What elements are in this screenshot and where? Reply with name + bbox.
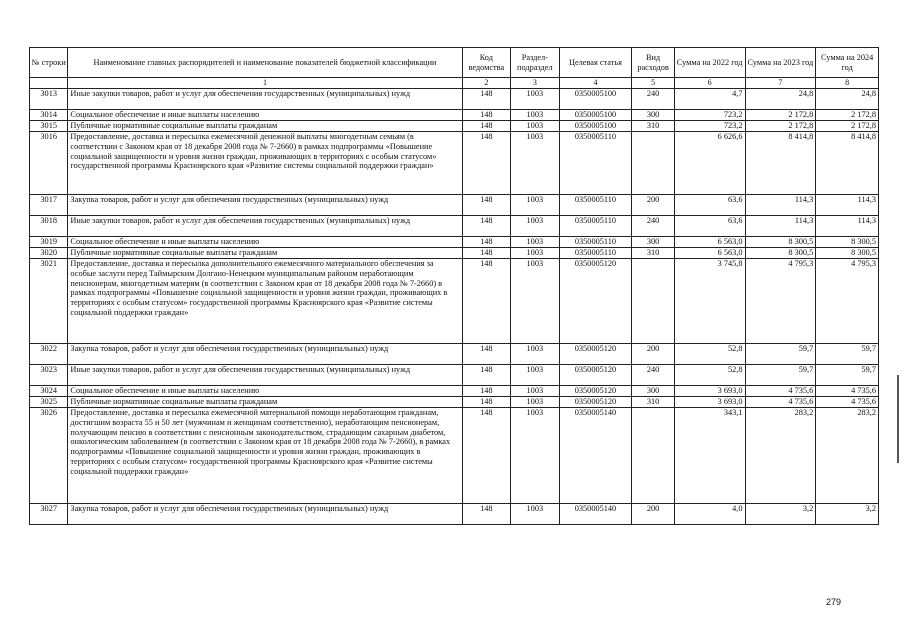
row-name: Предоставление, доставка и пересылка ежемесячной денежной выплаты многодетным семьям (в соответствии с Законом края от 18 декабря 2008 года № 7-2660) в рамках подпрограммы «Повышение социальной защищенности и уровня жизни граждан, проживающих в территориях с особым статусом» государственной программы Красноярского края «Развитие системы социальной поддержки граждан» [68, 131, 462, 194]
row-sum-2024: 59,7 [816, 343, 879, 364]
row-target: 0350005110 [559, 131, 632, 194]
row-sum-2023: 114,3 [745, 194, 816, 215]
row-name: Предоставление, доставка и пересылка ежемесячной материальной помощи неработающим гражданам, достигшим возраста 55 и 50 лет (мужчинам и женщинам соответственно), неработающим пенсионерам, получающим пенсию в соответствии с пенсионным законодательством, страдающим сахарным диабетом, онкологическим заболеванием (в соответствии с Законом края от 18 декабря 2008 года № 7-2660), в рамках подпрограммы «Повышение социальной защищенности и уровня жизни граждан, проживающих в территориях с особым статусом» государственной программы Красноярского края «Развитие системы социальной поддержки граждан» [68, 407, 462, 503]
row-razdel: 1003 [511, 215, 560, 236]
row-target: 0350005110 [559, 236, 632, 247]
row-code: 148 [462, 343, 511, 364]
row-number: 3026 [30, 407, 68, 503]
row-target: 0350005120 [559, 258, 632, 343]
row-sum-2024: 8 414,8 [816, 131, 879, 194]
row-code: 148 [462, 131, 511, 194]
row-name: Предоставление, доставка и пересылка дополнительного ежемесячного материального обеспечения за особые заслуги перед Таймырским Долгано-Ненецким муниципальным районом неработающим пенсионерам, многодетным матерям (в соответствии с Законом края от 18 декабря 2008 года № 7-2660) в рамках подпрограммы «Повышение социальной защищенности и уровня жизни граждан, проживающих в территориях с особым статусом» государственной программы Красноярского края «Развитие системы социальной поддержки граждан» [68, 258, 462, 343]
row-target: 0350005100 [559, 120, 632, 131]
row-number: 3020 [30, 247, 68, 258]
row-sum-2023: 4 735,6 [745, 385, 816, 396]
col-number: 1 [68, 78, 462, 89]
row-number: 3014 [30, 109, 68, 120]
row-vid: 200 [632, 194, 674, 215]
row-sum-2024: 2 172,8 [816, 109, 879, 120]
row-sum-2024: 4 735,6 [816, 396, 879, 407]
col-number: 4 [559, 78, 632, 89]
row-sum-2022: 723,2 [674, 109, 745, 120]
table-row [30, 396, 879, 407]
row-sum-2023: 8 414,8 [745, 131, 816, 194]
row-vid: 240 [632, 364, 674, 385]
row-name: Социальное обеспечение и иные выплаты населению [68, 109, 462, 120]
col-number: 2 [462, 78, 511, 89]
row-razdel: 1003 [511, 236, 560, 247]
header-name: Наименование главных распорядителей и наименование показателей бюджетной классификации [68, 48, 462, 78]
row-target: 0350005120 [559, 385, 632, 396]
table-row [30, 131, 879, 194]
header-sum-2023: Сумма на 2023 год [745, 48, 816, 78]
row-target: 0350005110 [559, 247, 632, 258]
row-sum-2022: 3 745,8 [674, 258, 745, 343]
table-row [30, 343, 879, 364]
table-row [30, 236, 879, 247]
row-vid: 310 [632, 120, 674, 131]
table-row [30, 247, 879, 258]
row-sum-2023: 59,7 [745, 343, 816, 364]
row-target: 0350005120 [559, 396, 632, 407]
table-row [30, 503, 879, 524]
row-number: 3015 [30, 120, 68, 131]
row-razdel: 1003 [511, 109, 560, 120]
row-sum-2022: 3 693,0 [674, 385, 745, 396]
margin-mark [897, 375, 899, 463]
header-target: Целевая статья [559, 48, 632, 78]
header-row-no: № строки [30, 48, 68, 78]
row-number: 3025 [30, 396, 68, 407]
row-code: 148 [462, 396, 511, 407]
table-row [30, 364, 879, 385]
row-number: 3013 [30, 88, 68, 109]
row-sum-2022: 723,2 [674, 120, 745, 131]
col-number-empty [30, 78, 68, 89]
row-sum-2024: 114,3 [816, 194, 879, 215]
row-name: Социальное обеспечение и иные выплаты населению [68, 236, 462, 247]
row-vid: 300 [632, 236, 674, 247]
row-code: 148 [462, 236, 511, 247]
row-sum-2022: 4,7 [674, 88, 745, 109]
row-vid [632, 407, 674, 503]
row-sum-2022: 6 626,6 [674, 131, 745, 194]
row-name: Закупка товаров, работ и услуг для обеспечения государственных (муниципальных) нужд [68, 343, 462, 364]
row-sum-2022: 63,6 [674, 194, 745, 215]
table-row [30, 88, 879, 109]
row-code: 148 [462, 385, 511, 396]
row-razdel: 1003 [511, 120, 560, 131]
row-code: 148 [462, 503, 511, 524]
row-target: 0350005120 [559, 343, 632, 364]
table-row [30, 120, 879, 131]
row-sum-2023: 4 795,3 [745, 258, 816, 343]
row-name: Закупка товаров, работ и услуг для обеспечения государственных (муниципальных) нужд [68, 194, 462, 215]
col-number: 7 [745, 78, 816, 89]
row-number: 3027 [30, 503, 68, 524]
row-sum-2023: 8 300,5 [745, 236, 816, 247]
row-name: Закупка товаров, работ и услуг для обеспечения государственных (муниципальных) нужд [68, 503, 462, 524]
row-code: 148 [462, 258, 511, 343]
row-target: 0350005140 [559, 503, 632, 524]
row-sum-2024: 4 795,3 [816, 258, 879, 343]
row-number: 3016 [30, 131, 68, 194]
header-vid: Вид расходов [632, 48, 674, 78]
row-vid: 200 [632, 343, 674, 364]
row-vid: 310 [632, 396, 674, 407]
col-number: 3 [511, 78, 560, 89]
row-razdel: 1003 [511, 503, 560, 524]
row-sum-2022: 52,8 [674, 364, 745, 385]
row-number: 3019 [30, 236, 68, 247]
budget-table [29, 47, 879, 525]
row-name: Иные закупки товаров, работ и услуг для обеспечения государственных (муниципальных) нужд [68, 364, 462, 385]
header-razdel: Раздел-подраздел [511, 48, 560, 78]
row-number: 3018 [30, 215, 68, 236]
table-body [30, 88, 879, 524]
table-row [30, 407, 879, 503]
row-vid: 200 [632, 503, 674, 524]
header-vedomstvo: Код ведомства [462, 48, 511, 78]
col-number: 8 [816, 78, 879, 89]
row-sum-2024: 59,7 [816, 364, 879, 385]
row-vid: 310 [632, 247, 674, 258]
row-sum-2024: 8 300,5 [816, 236, 879, 247]
row-razdel: 1003 [511, 343, 560, 364]
header-sum-2022: Сумма на 2022 год [674, 48, 745, 78]
row-target: 0350005110 [559, 215, 632, 236]
row-name: Публичные нормативные социальные выплаты гражданам [68, 396, 462, 407]
row-vid [632, 258, 674, 343]
row-sum-2023: 4 735,6 [745, 396, 816, 407]
table-row [30, 258, 879, 343]
row-sum-2022: 52,8 [674, 343, 745, 364]
row-razdel: 1003 [511, 407, 560, 503]
row-sum-2023: 24,8 [745, 88, 816, 109]
row-target: 0350005140 [559, 407, 632, 503]
row-sum-2022: 6 563,0 [674, 247, 745, 258]
row-sum-2024: 8 300,5 [816, 247, 879, 258]
row-code: 148 [462, 407, 511, 503]
row-razdel: 1003 [511, 364, 560, 385]
row-vid: 300 [632, 385, 674, 396]
row-target: 0350005120 [559, 364, 632, 385]
row-sum-2023: 59,7 [745, 364, 816, 385]
row-sum-2022: 63,6 [674, 215, 745, 236]
row-razdel: 1003 [511, 247, 560, 258]
row-sum-2023: 283,2 [745, 407, 816, 503]
row-name: Публичные нормативные социальные выплаты гражданам [68, 247, 462, 258]
row-number: 3024 [30, 385, 68, 396]
row-vid: 240 [632, 88, 674, 109]
row-razdel: 1003 [511, 194, 560, 215]
row-razdel: 1003 [511, 396, 560, 407]
row-sum-2023: 114,3 [745, 215, 816, 236]
row-name: Публичные нормативные социальные выплаты гражданам [68, 120, 462, 131]
row-code: 148 [462, 247, 511, 258]
row-target: 0350005100 [559, 88, 632, 109]
row-name: Социальное обеспечение и иные выплаты населению [68, 385, 462, 396]
row-sum-2024: 2 172,8 [816, 120, 879, 131]
row-number: 3017 [30, 194, 68, 215]
row-razdel: 1003 [511, 258, 560, 343]
table-row [30, 215, 879, 236]
page-number: 279 [826, 597, 842, 607]
row-code: 148 [462, 120, 511, 131]
row-sum-2023: 2 172,8 [745, 109, 816, 120]
col-number: 5 [632, 78, 674, 89]
table-row [30, 109, 879, 120]
row-sum-2024: 114,3 [816, 215, 879, 236]
row-number: 3022 [30, 343, 68, 364]
row-sum-2024: 4 735,6 [816, 385, 879, 396]
row-sum-2024: 24,8 [816, 88, 879, 109]
row-code: 148 [462, 364, 511, 385]
row-vid: 240 [632, 215, 674, 236]
row-razdel: 1003 [511, 131, 560, 194]
row-code: 148 [462, 194, 511, 215]
table-row [30, 194, 879, 215]
row-number: 3021 [30, 258, 68, 343]
row-sum-2022: 3 693,0 [674, 396, 745, 407]
row-razdel: 1003 [511, 88, 560, 109]
row-sum-2023: 3,2 [745, 503, 816, 524]
row-name: Иные закупки товаров, работ и услуг для обеспечения государственных (муниципальных) нужд [68, 88, 462, 109]
header-sum-2024: Сумма на 2024 год [816, 48, 879, 78]
row-vid: 300 [632, 109, 674, 120]
row-vid [632, 131, 674, 194]
row-sum-2022: 6 563,0 [674, 236, 745, 247]
table-row [30, 385, 879, 396]
row-name: Иные закупки товаров, работ и услуг для обеспечения государственных (муниципальных) нужд [68, 215, 462, 236]
row-sum-2023: 2 172,8 [745, 120, 816, 131]
row-razdel: 1003 [511, 385, 560, 396]
row-sum-2022: 343,1 [674, 407, 745, 503]
row-target: 0350005110 [559, 194, 632, 215]
row-sum-2022: 4,0 [674, 503, 745, 524]
row-code: 148 [462, 88, 511, 109]
row-code: 148 [462, 109, 511, 120]
row-target: 0350005100 [559, 109, 632, 120]
row-code: 148 [462, 215, 511, 236]
row-sum-2024: 3,2 [816, 503, 879, 524]
row-sum-2023: 8 300,5 [745, 247, 816, 258]
row-sum-2024: 283,2 [816, 407, 879, 503]
col-number: 6 [674, 78, 745, 89]
row-number: 3023 [30, 364, 68, 385]
